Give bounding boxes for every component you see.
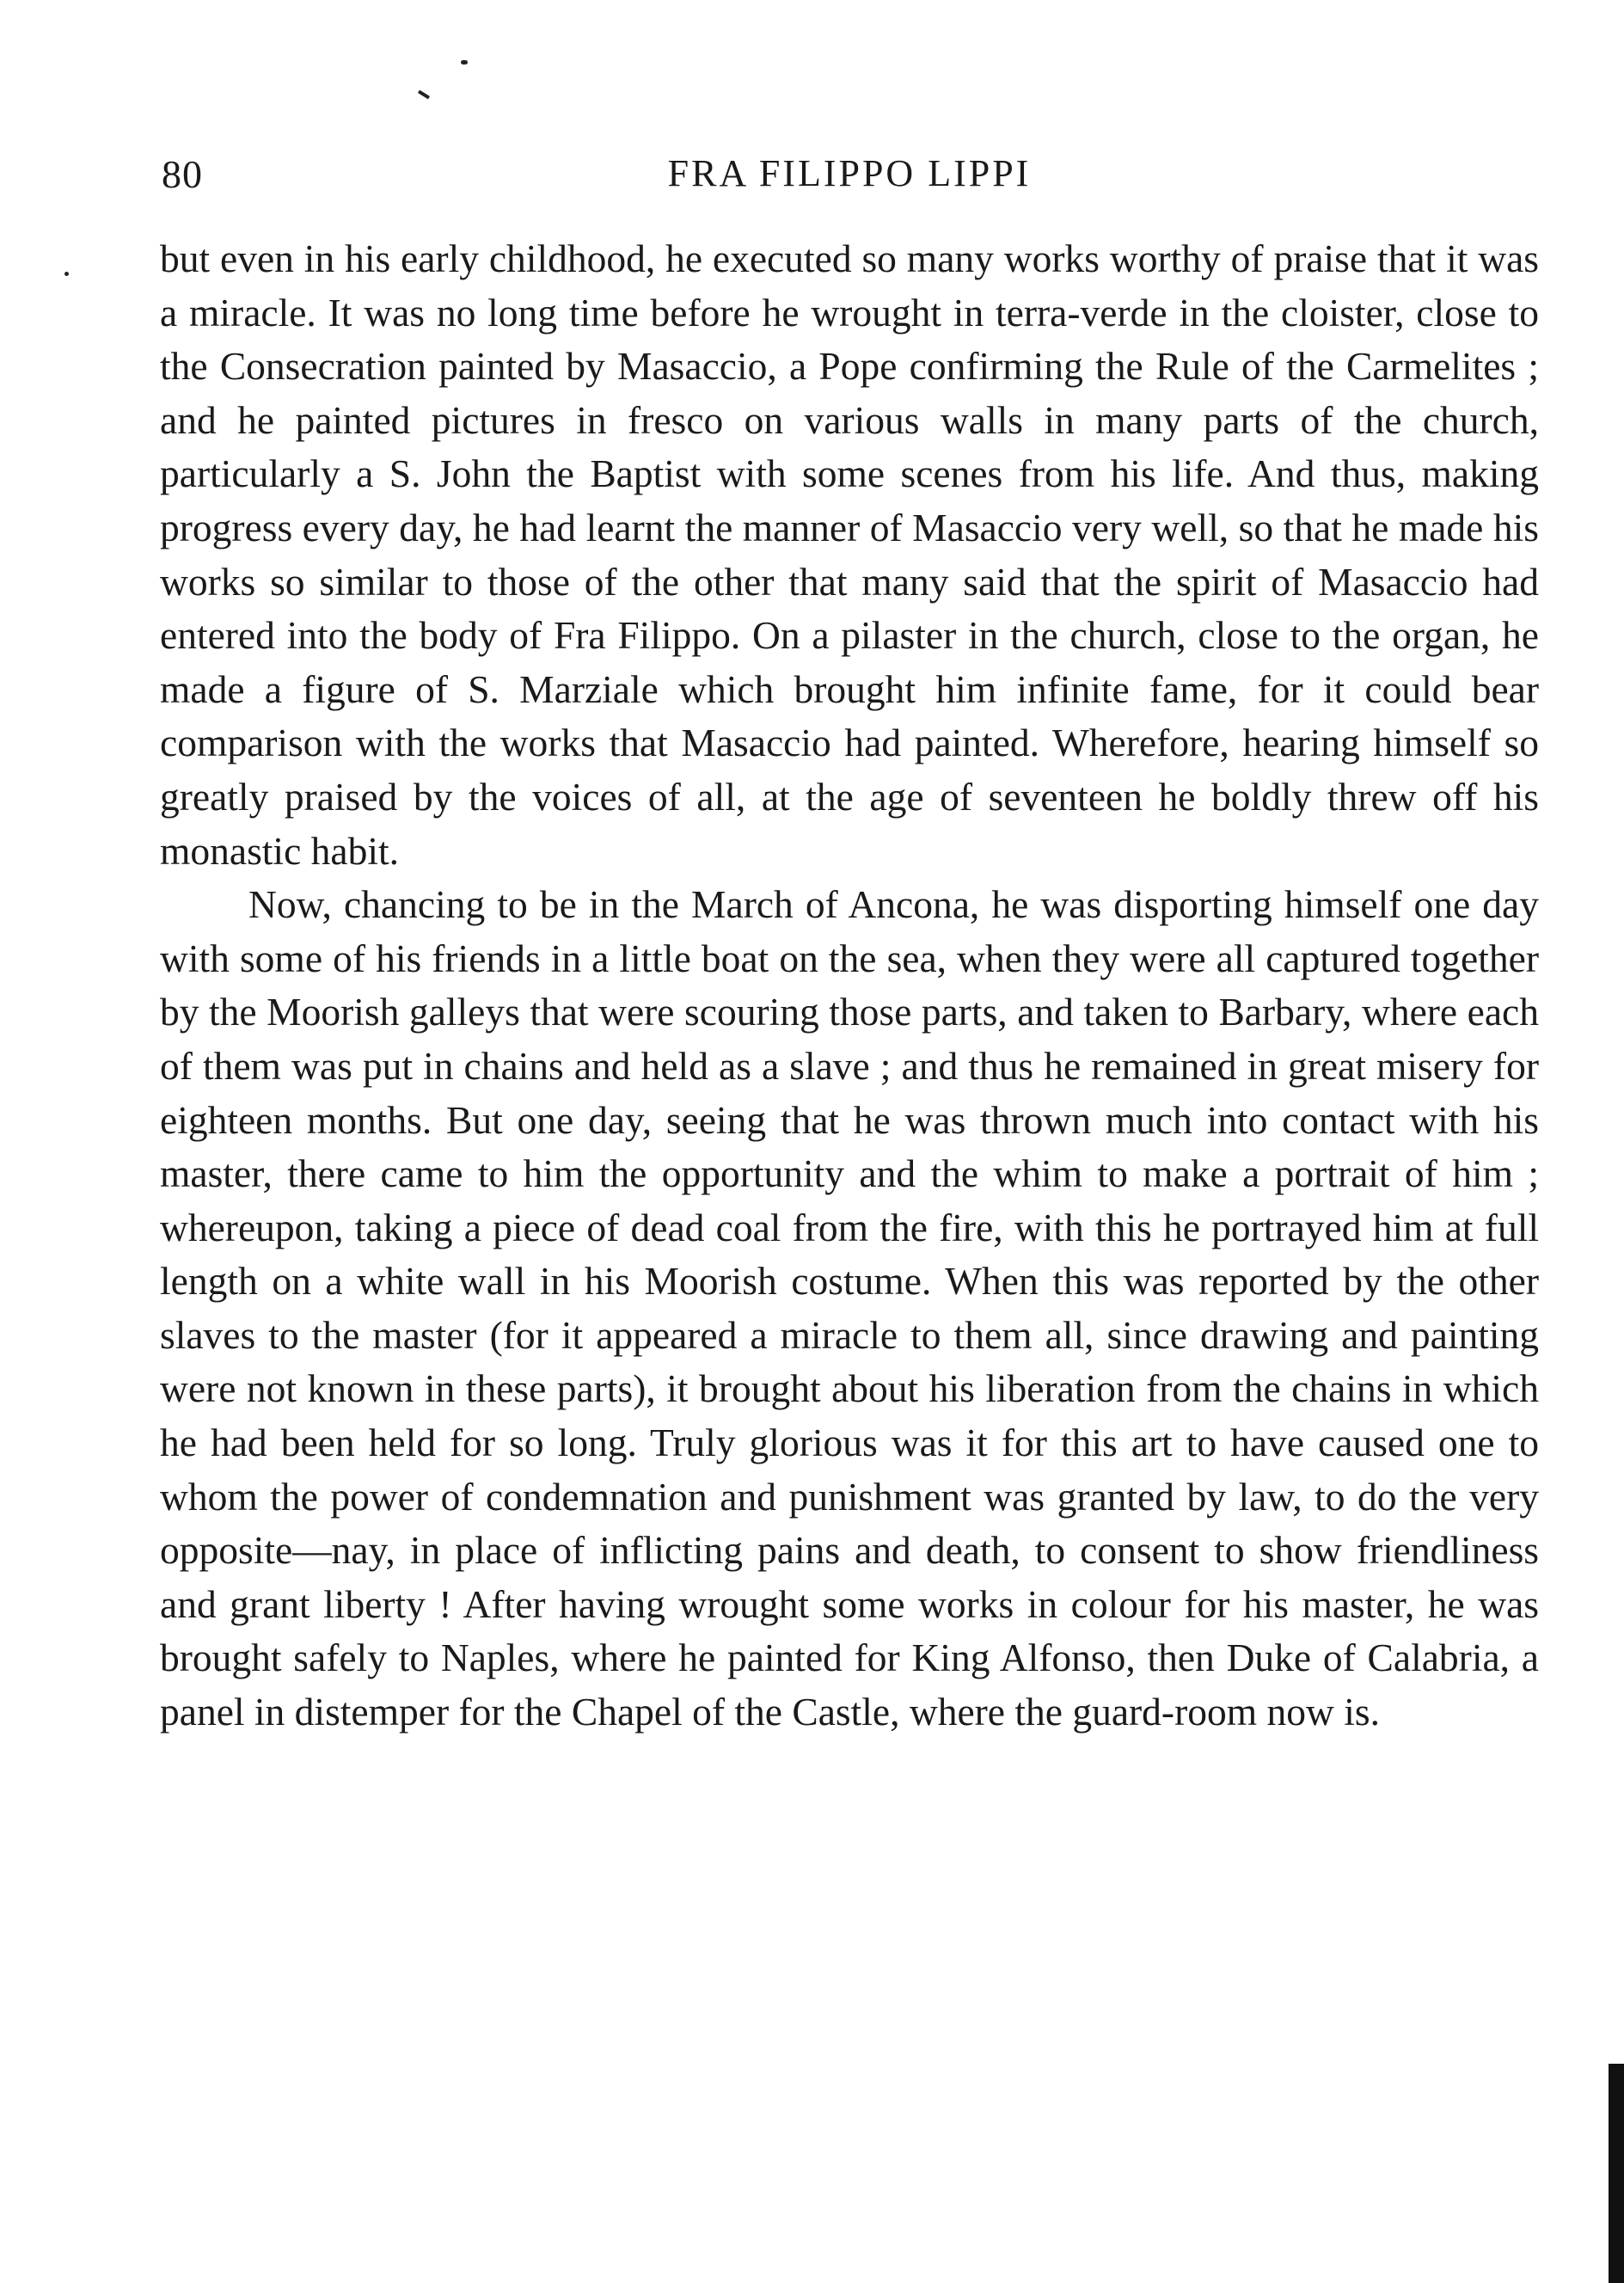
body-text	[160, 232, 1539, 1740]
page-number: 80	[162, 152, 203, 196]
running-title: FRA FILIPPO LIPPI	[667, 152, 1032, 194]
paragraph: but even in his early childhood, he executed so many works worthy of praise that it was a miracle. It was no long time before he wrought in terra-verde in the cloister, close to the Consecration painted by Masaccio, a Pope confirming the Rule of the Carmelites ; and he painted pictures in fresco on various walls in many parts of the church, particularly a S. John the Baptist with some scenes from his life. And thus, making progress every day, he had learnt the manner of Masaccio very well, so that he made his works so similar to those of the other that many said that the spirit of Masaccio had entered into the body of Fra Filippo. On a pilaster in the church, close to the organ, he made a figure of S. Marziale which brought him infinite fame, for it could bear comparison with the works that Masaccio had painted. Wherefore, hearing himself so greatly praised by the voices of all, at the age of seventeen he boldly threw off his monastic habit.	[160, 236, 1539, 873]
ink-speck	[461, 60, 468, 64]
ink-speck	[64, 272, 69, 276]
paragraph: Now, chancing to be in the March of Ancona, he was disporting himself one day with some of his friends in a little boat on the sea, when they were all captured together by the Moorish galleys that were scouring those parts, and taken to Barbary, where each of them was put in chains and held as a slave ; and thus he remained in great misery for eighteen months. But one day, seeing that he was thrown much into contact with his master, there came to him the opportunity and the whim to make a portrait of him ; whereupon, taking a piece of dead coal from the fire, with this he portrayed him at full length on a white wall in his Moorish costume. When this was reported by the other slaves to the master (for it appeared a miracle to them all, since drawing and painting were not known in these parts), it brought about his liberation from the chains in which he had been held for so long. Truly glorious was it for this art to have caused one to whom the power of condemnation and punishment was granted by law, to do the very opposite—nay, in place of inflicting pains and death, to consent to show friendliness and grant liberty ! After having wrought some works in colour for his master, he was brought safely to Naples, where he painted for King Alfonso, then Duke of Calabria, a panel in distemper for the Chapel of the Castle, where the guard-room now is.	[160, 882, 1539, 1734]
scan-edge-mark	[1609, 2064, 1624, 2283]
page-header	[162, 151, 1537, 203]
ink-speck	[418, 90, 430, 100]
